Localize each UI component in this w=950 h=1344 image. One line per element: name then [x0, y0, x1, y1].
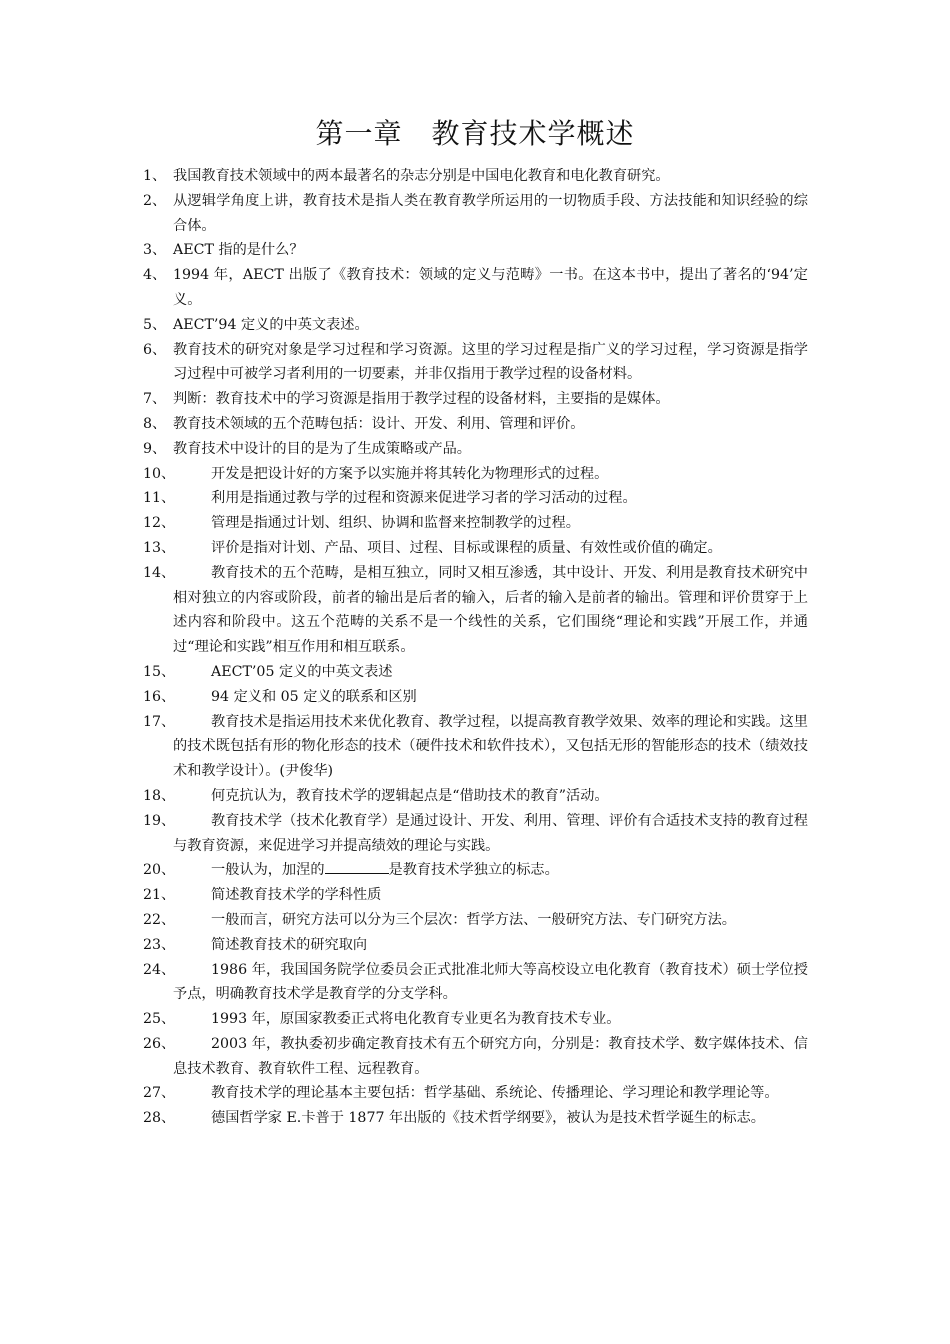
item-text-content: 2003 年，教执委初步确定教育技术有五个研究方向，分别是：教育技术学、数字媒体技术、信息技术教育、教育软件工程、远程教育。	[173, 1035, 808, 1077]
item-text-content: 教育技术领域的五个范畴包括：设计、开发、利用、管理和评价。	[173, 415, 585, 432]
list-item	[143, 263, 808, 313]
item-number: 13、	[143, 539, 176, 556]
item-number: 7、	[143, 391, 167, 408]
item-text	[173, 1081, 808, 1106]
item-text-part: 是教育技术学独立的标志。	[388, 862, 559, 879]
item-text	[173, 238, 808, 263]
fill-in-blank	[325, 859, 389, 874]
item-text-content: AECT’05 定义的中英文表述	[211, 663, 393, 680]
item-number: 3、	[143, 242, 167, 259]
item-text	[173, 958, 808, 1008]
item-text	[173, 660, 808, 685]
item-text	[173, 685, 808, 710]
question-list	[143, 164, 808, 1131]
list-item	[143, 1032, 808, 1082]
list-item	[143, 685, 808, 710]
item-number: 22、	[143, 911, 176, 928]
item-number: 23、	[143, 936, 176, 953]
item-number: 27、	[143, 1085, 176, 1102]
item-number: 14、	[143, 564, 176, 581]
item-text-content: AECT’94 定义的中英文表述。	[173, 316, 369, 333]
item-number: 1、	[143, 168, 167, 184]
item-text-content: 从逻辑学角度上讲，教育技术是指人类在教育教学所运用的一切物质手段、方法技能和知识经验的综合体。	[173, 192, 808, 234]
list-item	[143, 338, 808, 388]
item-text-part: 一般认为，加涅的	[211, 862, 325, 879]
item-text-content: 何克抗认为，教育技术学的逻辑起点是“借助技术的教育”活动。	[211, 787, 609, 804]
item-text-content: 管理是指通过计划、组织、协调和监督来控制教学的过程。	[211, 515, 580, 532]
item-number: 5、	[143, 316, 167, 333]
item-text	[173, 1007, 808, 1032]
item-number: 15、	[143, 663, 176, 680]
list-item	[143, 536, 808, 561]
item-text	[173, 561, 808, 660]
item-text-content: 教育技术的五个范畴，是相互独立，同时又相互渗透，其中设计、开发、利用是教育技术研究中相对独立的内容或阶段，前者的输出是后者的输入，后者的输入是前者的输出。管理和评价贯穿于上述内容和阶段中。这五个范畴的关系不是一个线性的关系，它们围绕“理论和实践”开展工作，并通过“理论和实践”相互作用和相互联系。	[173, 564, 808, 656]
item-text	[173, 1032, 808, 1082]
item-text-content: 1986 年，我国国务院学位委员会正式批准北师大等高校设立电化教育（教育技术）硕士学位授予点，明确教育技术学是教育学的分支学科。	[173, 961, 808, 1003]
item-number: 18、	[143, 787, 176, 804]
item-text	[173, 784, 808, 809]
list-item	[143, 387, 808, 412]
item-number: 4、	[143, 267, 167, 284]
item-number: 20、	[143, 862, 176, 879]
item-text-content: 教育技术学（技术化教育学）是通过设计、开发、利用、管理、评价有合适技术支持的教育过程与教育资源，来促进学习并提高绩效的理论与实践。	[173, 812, 808, 854]
item-text	[173, 536, 808, 561]
item-text	[173, 437, 808, 462]
list-item	[143, 486, 808, 511]
item-number: 6、	[143, 341, 167, 358]
item-number: 24、	[143, 961, 176, 978]
item-text-content: 教育技术的研究对象是学习过程和学习资源。这里的学习过程是指广义的学习过程，学习资源是指学习过程中可被学习者利用的一切要素，并非仅指用于教学过程的设备材料。	[173, 341, 808, 383]
item-number: 26、	[143, 1035, 176, 1052]
item-text	[173, 710, 808, 784]
item-text-content: 我国教育技术领域中的两本最著名的杂志分别是中国电化教育和电化教育研究。	[173, 168, 670, 184]
list-item	[143, 511, 808, 536]
item-text-content: 一般而言，研究方法可以分为三个层次：哲学方法、一般研究方法、专门研究方法。	[211, 911, 736, 928]
item-text	[173, 1106, 808, 1131]
item-number: 16、	[143, 688, 176, 705]
item-text	[173, 263, 808, 313]
item-text-content: 简述教育技术学的学科性质	[211, 887, 382, 904]
item-text	[173, 313, 808, 338]
item-text	[173, 462, 808, 487]
item-text-content: 评价是指对计划、产品、项目、过程、目标或课程的质量、有效性或价值的确定。	[211, 539, 722, 556]
list-item	[143, 933, 808, 958]
item-text-content: 教育技术是指运用技术来优化教育、教学过程，以提高教育教学效果、效率的理论和实践。这里的技术既包括有形的物化形态的技术（硬件技术和软件技术），又包括无形的智能形态的技术（绩效技术和教学设计）。(尹俊华)	[173, 713, 808, 780]
item-text-content: AECT 指的是什么？	[173, 242, 304, 259]
item-text-content: 教育技术学的理论基本主要包括：哲学基础、系统论、传播理论、学习理论和教学理论等。	[211, 1085, 779, 1102]
list-item	[143, 809, 808, 859]
item-text	[173, 164, 808, 189]
list-item	[143, 958, 808, 1008]
list-item	[143, 437, 808, 462]
item-text	[173, 858, 808, 883]
item-number: 19、	[143, 812, 176, 829]
item-text	[173, 189, 808, 239]
list-item	[143, 710, 808, 784]
list-item	[143, 462, 808, 487]
item-text	[173, 338, 808, 388]
item-text	[173, 412, 808, 437]
list-item	[143, 1007, 808, 1032]
list-item	[143, 908, 808, 933]
list-item	[143, 238, 808, 263]
item-text	[173, 486, 808, 511]
item-number: 17、	[143, 713, 176, 730]
item-text-content: 1994 年，AECT 出版了《教育技术：领域的定义与范畴》一书。在这本书中，提出了著名的‘94’定义。	[173, 267, 808, 308]
list-item	[143, 1106, 808, 1131]
chapter-title: 第一章 教育技术学概述	[315, 117, 635, 150]
item-text-content: 判断：教育技术中的学习资源是指用于教学过程的设备材料，主要指的是媒体。	[173, 391, 670, 408]
item-number: 8、	[143, 415, 167, 432]
item-number: 12、	[143, 515, 176, 532]
item-number: 2、	[143, 192, 167, 209]
list-item	[143, 1081, 808, 1106]
item-text	[173, 933, 808, 958]
item-text	[173, 387, 808, 412]
item-text	[173, 883, 808, 908]
item-text	[173, 511, 808, 536]
item-text-content: 94 定义和 05 定义的联系和区别	[211, 688, 417, 705]
item-number: 28、	[143, 1110, 176, 1127]
item-text-content: 教育技术中设计的目的是为了生成策略或产品。	[173, 440, 471, 457]
item-number: 10、	[143, 465, 176, 482]
item-text-content: 德国哲学家 E.卡普于 1877 年出版的《技术哲学纲要》，被认为是技术哲学诞生的标志。	[211, 1110, 765, 1127]
item-text-content: 1993 年，原国家教委正式将电化教育专业更名为教育技术专业。	[211, 1011, 621, 1028]
list-item	[143, 784, 808, 809]
list-item	[143, 858, 808, 883]
item-text	[173, 809, 808, 859]
item-text-content: 开发是把设计好的方案予以实施并将其转化为物理形式的过程。	[211, 465, 609, 482]
item-number: 21、	[143, 887, 176, 904]
list-item	[143, 660, 808, 685]
item-text-content: 简述教育技术的研究取向	[211, 936, 368, 953]
list-item	[143, 412, 808, 437]
list-item	[143, 189, 808, 239]
list-item	[143, 883, 808, 908]
item-number: 9、	[143, 440, 167, 457]
item-number: 11、	[143, 490, 176, 507]
item-number: 25、	[143, 1011, 176, 1028]
list-item	[143, 313, 808, 338]
item-text-content: 利用是指通过教与学的过程和资源来促进学习者的学习活动的过程。	[211, 490, 637, 507]
list-item	[143, 561, 808, 660]
list-item	[143, 164, 808, 189]
item-text	[173, 908, 808, 933]
